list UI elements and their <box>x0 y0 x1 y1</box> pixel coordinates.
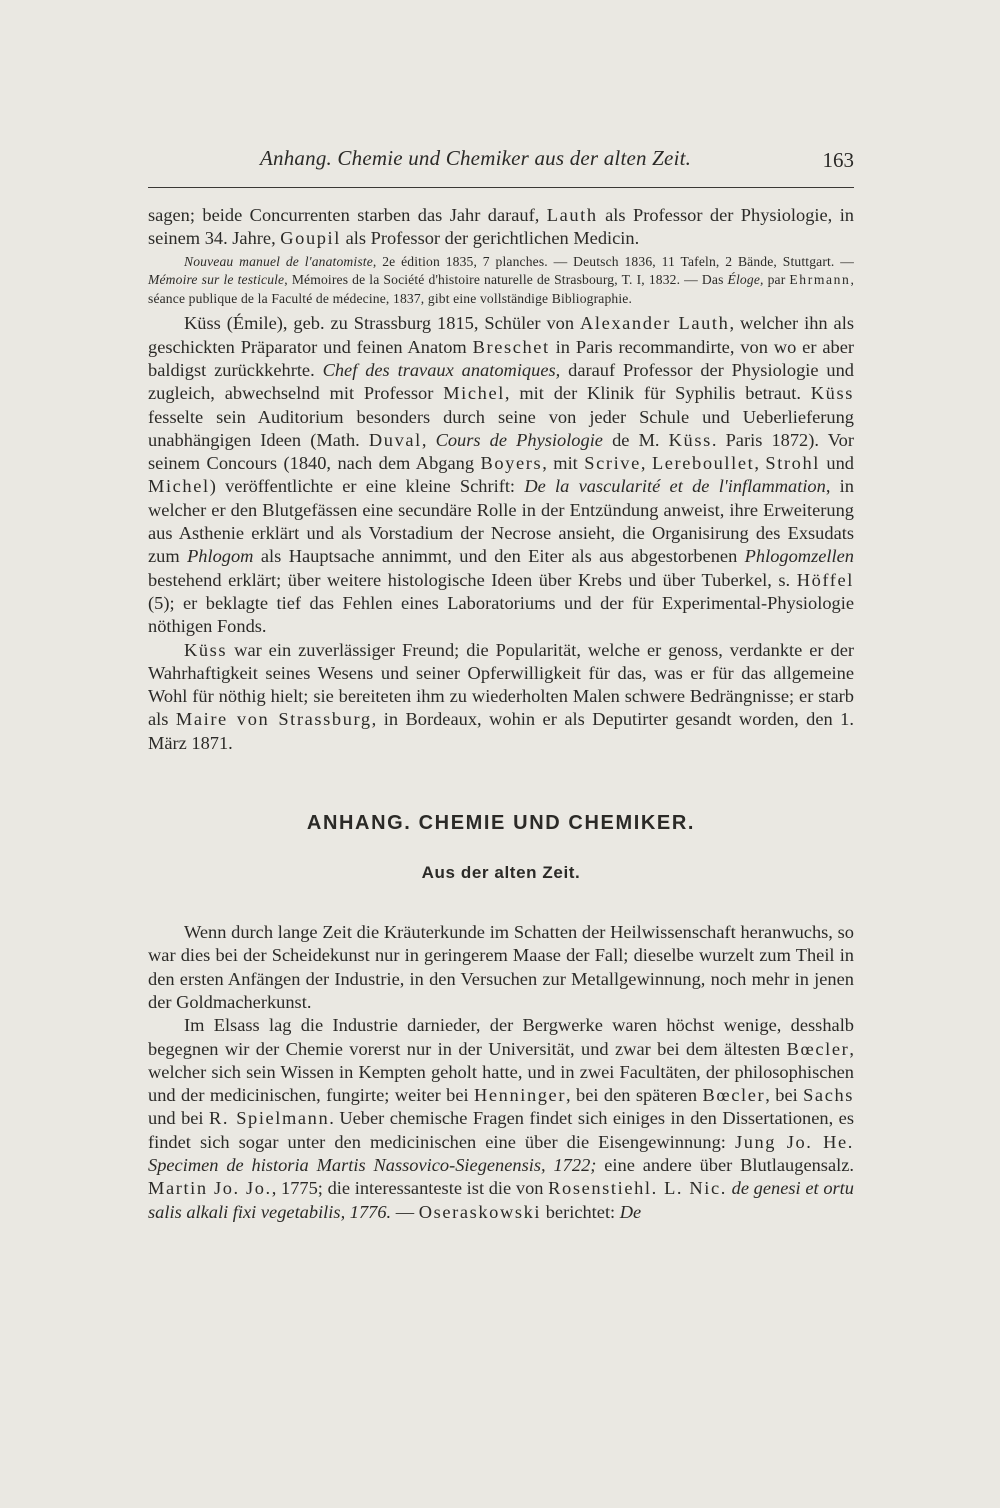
text-run: , <box>421 429 436 450</box>
text-run: und bei <box>148 1108 210 1129</box>
paragraph-lauth-goupil <box>148 204 854 251</box>
text-run: , welcher sich sein Wissen in Kempten geholt hatte, und in zwei Facultäten, der philosophischen und der medicinischen, fungirte; weiter bei <box>148 1038 854 1106</box>
text-run: de M. <box>602 429 669 450</box>
text-run: war ein zuverlässiger Freund; die Popularität, welche er genoss, verdankte er der Wahrhaftigkeit seines Wesens und seiner Opferwilligkeit für das, was er für das allgemeine Wohl für nöthig hielt; sie bereiteten ihm zu wiederholten Malen schwere Bedrängnisse; er starb als <box>148 639 854 730</box>
text-run: , <box>754 453 766 474</box>
text-run: , <box>640 453 652 474</box>
person-name: Duval <box>368 429 422 450</box>
text-run: (5); er beklagte tief das Fehlen eines Laboratoriums und der für Experimental-Physiologie nöthigen Fonds. <box>148 592 854 637</box>
text-run: berichtet: <box>541 1201 620 1222</box>
person-name: Henninger <box>474 1085 567 1106</box>
text-run: darauf Professor der Physiologie und zugleich, abwechselnd mit Professor <box>148 359 855 404</box>
paragraph-kuess-biography <box>148 312 854 638</box>
work-title: Mémoire sur le testicule <box>148 272 285 288</box>
work-title: De <box>619 1201 642 1222</box>
text-run: ) veröffentlichte er eine kleine Schrift: <box>209 476 525 497</box>
work-title: Specimen de historia Martis Nassovico-Siegenensis, 1722; <box>148 1154 597 1175</box>
person-name: Michel <box>148 476 210 497</box>
running-header <box>148 146 854 180</box>
person-name: Jung Jo. He. <box>734 1131 854 1152</box>
text-run: als Professor der Physiologie, in seinem 34. Jahre, <box>148 205 855 249</box>
person-name: Küss <box>184 639 228 660</box>
text-run: — <box>391 1201 419 1222</box>
text-run: bestehend erklärt; über weitere histologische Ideen über Krebs und über Tuberkel, s. <box>148 569 797 590</box>
person-name: Goupil <box>280 228 341 249</box>
person-name: Michel <box>443 383 505 404</box>
person-name: Küss <box>810 383 854 404</box>
office-title: Maire von Strassburg <box>175 709 372 730</box>
text-run: , 1775; die interessanteste ist die von <box>271 1178 549 1199</box>
person-name: Ehrmann <box>789 272 851 288</box>
paragraph-kuess-character <box>148 639 854 755</box>
text-run: , Mémoires de la Société d'histoire naturelle de Strasbourg, T. I, 1832. — Das <box>284 272 728 288</box>
person-name: Breschet <box>472 336 550 357</box>
text-run: . Paris 1872). Vor seinem Concours (1840, nach dem Abgang <box>148 429 854 474</box>
text-run: als Professor der gerichtlichen Medicin. <box>340 228 640 249</box>
work-title: De la vascularité et de l'inflammation <box>524 476 826 497</box>
person-name: Oseraskowski <box>418 1201 542 1222</box>
text-run: , bei <box>765 1085 804 1106</box>
person-name: Lereboullet <box>651 453 755 474</box>
running-title: Anhang. Chemie und Chemiker aus der alten Zeit. <box>260 146 692 170</box>
body-text <box>148 204 854 1224</box>
person-name: Rosenstiehl. L. Nic. <box>548 1178 727 1199</box>
term: Phlogom <box>187 546 254 567</box>
text-run: , mit der Klinik für Syphilis betraut. <box>504 383 811 404</box>
person-name: Küss <box>668 429 712 450</box>
work-title: Cours de Physiologie <box>435 429 603 450</box>
text-run: fesselte sein Auditorium besonders durch seine von jeder Schule und Ueberlieferung unabhängigen Ideen (Math. <box>148 406 854 450</box>
text-run: par <box>763 272 790 288</box>
section-heading: ANHANG. CHEMIE UND CHEMIKER. <box>306 812 696 835</box>
text-run: , 2e édition 1835, 7 planches. — Deutsch 1836, 11 Tafeln, 2 Bände, Stuttgart. — <box>372 253 854 269</box>
text-run: sagen; beide Concurrenten starben das Jahr darauf, <box>148 205 547 225</box>
text-run: Im Elsass lag die Industrie darnieder, der Bergwerke waren höchst wenige, desshalb begegnen wir der Chemie vorerst nur in der Universität, und zwar bei dem ältesten <box>148 1015 854 1059</box>
header-rule <box>148 187 854 188</box>
text-run: als Hauptsache annimmt, und den Eiter als aus abgestorbenen <box>253 546 745 567</box>
work-title: Éloge, <box>727 272 764 288</box>
text-run: , séance publique de la Faculté de médecine, 1837, gibt eine vollständige Bibliographie. <box>148 272 854 306</box>
person-name: Strohl <box>765 453 820 474</box>
text-run: Wenn durch lange Zeit die Kräuterkunde im Schatten der Heilwissenschaft heranwuchs, so war dies bei der Scheidekunst nur in geringerem Maase der Fall; dieselbe wurzelt zum Theil in den ersten Anfängen der Industrie, in den Versuchen zur Metallgewinnung, noch mehr in jenen der Goldmacherkunst. <box>148 922 854 1012</box>
work-title: de genesi et ortu salis alkali fixi vegetabilis, 1776. <box>148 1178 854 1222</box>
page-number: 163 <box>822 148 854 172</box>
text-run: , in Bordeaux, wohin er als Deputirter gesandt worden, den 1. März 1871. <box>148 709 854 753</box>
text-run: , in welcher er den Blutgefässen eine secundäre Rolle in der Entzündung anweist, ihre Erweiterung aus Asthenie erklärt und als Vorstadium der Necrose ansieht, die Organisirung des Exsudats zum <box>148 476 854 567</box>
text-run: eine andere über Blutlaugensalz. <box>596 1154 854 1175</box>
text-run: , bei den späteren <box>566 1085 703 1106</box>
bibliography-note <box>148 253 854 309</box>
person-name: Lauth <box>546 205 598 225</box>
work-title: Chef des travaux anatomiques, <box>322 359 561 380</box>
text-run: . Ueber chemische Fragen findet sich einiges in den Dissertationen, es findet sich sogar unter den medicinischen eine über die Eisengewinnung: <box>148 1108 854 1152</box>
text-run: , mit <box>542 453 585 474</box>
section-spacer <box>148 885 854 921</box>
section-spacer <box>148 755 854 809</box>
person-name: Bœcler <box>786 1038 850 1059</box>
person-name: Alexander Lauth <box>580 313 730 334</box>
work-title: Nouveau manuel de l'anatomiste <box>184 253 373 269</box>
text-run: Küss (Émile), geb. zu Strassburg 1815, Schüler von <box>184 313 581 334</box>
person-name: Sachs <box>803 1085 855 1106</box>
person-name: Bœcler <box>702 1085 766 1106</box>
text-run: in Paris recommandirte, von wo er aber baldigst zurückkehrte. <box>148 336 854 380</box>
person-name: Scrive <box>584 453 641 474</box>
text-run: und <box>819 453 855 474</box>
person-name: Höffel <box>796 569 854 590</box>
paragraph-chemistry-origins <box>148 921 854 1014</box>
paragraph-chemistry-alsace <box>148 1014 854 1224</box>
section-subheading: Aus der alten Zeit. <box>421 863 581 883</box>
text-run: , welcher ihn als geschickten Präparator und feinen Anatom <box>148 313 854 357</box>
person-name: Martin Jo. Jo. <box>148 1178 272 1199</box>
person-name: Boyers <box>480 453 543 474</box>
person-name: R. Spielmann <box>209 1108 330 1129</box>
term: Phlogomzellen <box>744 546 854 567</box>
